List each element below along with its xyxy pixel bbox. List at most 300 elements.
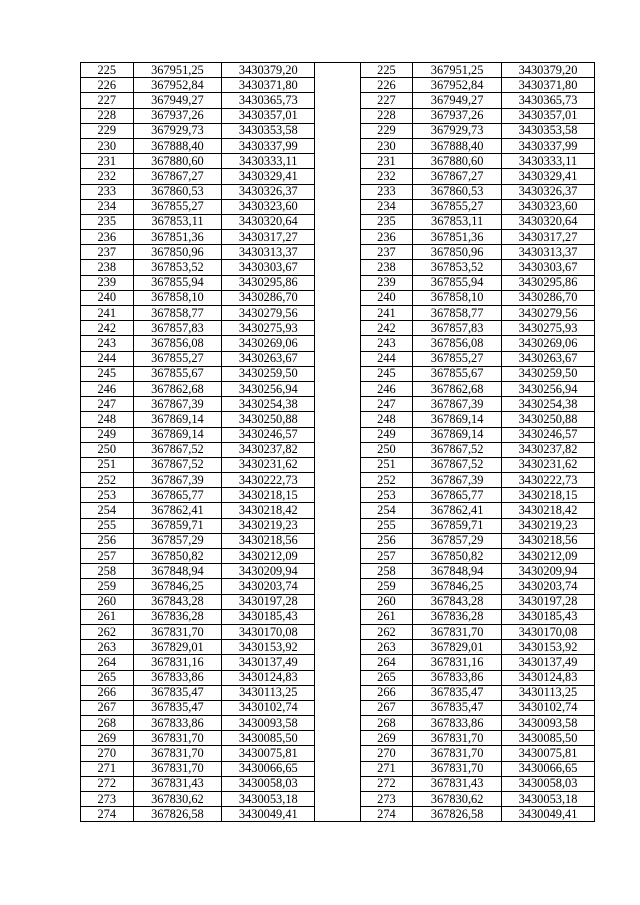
right-x-coordinate-cell: 367857,83 — [413, 321, 502, 336]
left-y-coordinate-cell: 3430219,23 — [222, 518, 315, 533]
right-point-number-cell: 242 — [360, 321, 413, 336]
table-row — [81, 427, 595, 442]
left-x-coordinate-cell: 367869,14 — [133, 427, 222, 442]
table-row — [81, 336, 595, 351]
right-y-coordinate-cell: 3430326,37 — [502, 184, 595, 199]
left-point-number-cell: 241 — [81, 306, 134, 321]
table-row — [81, 275, 595, 290]
left-x-coordinate-cell: 367846,25 — [133, 579, 222, 594]
table-row — [81, 230, 595, 245]
right-x-coordinate-cell: 367867,52 — [413, 442, 502, 457]
right-x-coordinate-cell: 367853,11 — [413, 214, 502, 229]
right-x-coordinate-cell: 367851,36 — [413, 230, 502, 245]
right-point-number-cell: 267 — [360, 700, 413, 715]
spacer-cell — [315, 624, 360, 639]
right-point-number-cell: 264 — [360, 655, 413, 670]
left-x-coordinate-cell: 367951,25 — [133, 63, 222, 78]
left-x-coordinate-cell: 367831,70 — [133, 624, 222, 639]
left-y-coordinate-cell: 3430218,42 — [222, 503, 315, 518]
right-x-coordinate-cell: 367951,25 — [413, 63, 502, 78]
left-x-coordinate-cell: 367835,47 — [133, 700, 222, 715]
right-point-number-cell: 225 — [360, 63, 413, 78]
right-x-coordinate-cell: 367855,27 — [413, 351, 502, 366]
left-point-number-cell: 229 — [81, 123, 134, 138]
spacer-cell — [315, 245, 360, 260]
right-y-coordinate-cell: 3430153,92 — [502, 640, 595, 655]
spacer-cell — [315, 290, 360, 305]
spacer-cell — [315, 640, 360, 655]
table-row — [81, 776, 595, 791]
left-y-coordinate-cell: 3430124,83 — [222, 670, 315, 685]
left-y-coordinate-cell: 3430222,73 — [222, 473, 315, 488]
right-point-number-cell: 257 — [360, 549, 413, 564]
spacer-cell — [315, 427, 360, 442]
left-x-coordinate-cell: 367880,60 — [133, 154, 222, 169]
left-y-coordinate-cell: 3430279,56 — [222, 306, 315, 321]
table-row — [81, 716, 595, 731]
table-row — [81, 123, 595, 138]
right-x-coordinate-cell: 367860,53 — [413, 184, 502, 199]
right-y-coordinate-cell: 3430093,58 — [502, 716, 595, 731]
spacer-cell — [315, 518, 360, 533]
right-y-coordinate-cell: 3430357,01 — [502, 108, 595, 123]
left-x-coordinate-cell: 367857,29 — [133, 533, 222, 548]
right-x-coordinate-cell: 367862,41 — [413, 503, 502, 518]
spacer-cell — [315, 123, 360, 138]
left-x-coordinate-cell: 367859,71 — [133, 518, 222, 533]
spacer-cell — [315, 564, 360, 579]
spacer-cell — [315, 78, 360, 93]
left-y-coordinate-cell: 3430231,62 — [222, 457, 315, 472]
left-y-coordinate-cell: 3430320,64 — [222, 214, 315, 229]
table-row — [81, 746, 595, 761]
right-x-coordinate-cell: 367858,10 — [413, 290, 502, 305]
table-row — [81, 93, 595, 108]
left-y-coordinate-cell: 3430058,03 — [222, 776, 315, 791]
spacer-cell — [315, 442, 360, 457]
right-point-number-cell: 254 — [360, 503, 413, 518]
right-y-coordinate-cell: 3430237,82 — [502, 442, 595, 457]
right-x-coordinate-cell: 367929,73 — [413, 123, 502, 138]
table-row — [81, 78, 595, 93]
left-x-coordinate-cell: 367862,68 — [133, 381, 222, 396]
right-point-number-cell: 233 — [360, 184, 413, 199]
left-y-coordinate-cell: 3430153,92 — [222, 640, 315, 655]
right-y-coordinate-cell: 3430066,65 — [502, 761, 595, 776]
spacer-cell — [315, 260, 360, 275]
table-row — [81, 624, 595, 639]
right-y-coordinate-cell: 3430320,64 — [502, 214, 595, 229]
spacer-cell — [315, 776, 360, 791]
left-y-coordinate-cell: 3430295,86 — [222, 275, 315, 290]
right-x-coordinate-cell: 367850,96 — [413, 245, 502, 260]
spacer-cell — [315, 351, 360, 366]
spacer-cell — [315, 488, 360, 503]
right-point-number-cell: 256 — [360, 533, 413, 548]
left-point-number-cell: 256 — [81, 533, 134, 548]
right-point-number-cell: 229 — [360, 123, 413, 138]
left-point-number-cell: 273 — [81, 792, 134, 807]
table-row — [81, 594, 595, 609]
table-row — [81, 306, 595, 321]
table-row — [81, 351, 595, 366]
right-y-coordinate-cell: 3430222,73 — [502, 473, 595, 488]
right-x-coordinate-cell: 367830,62 — [413, 792, 502, 807]
left-y-coordinate-cell: 3430218,56 — [222, 533, 315, 548]
left-x-coordinate-cell: 367851,36 — [133, 230, 222, 245]
left-x-coordinate-cell: 367937,26 — [133, 108, 222, 123]
right-y-coordinate-cell: 3430075,81 — [502, 746, 595, 761]
left-x-coordinate-cell: 367952,84 — [133, 78, 222, 93]
left-x-coordinate-cell: 367843,28 — [133, 594, 222, 609]
right-y-coordinate-cell: 3430197,28 — [502, 594, 595, 609]
right-point-number-cell: 246 — [360, 381, 413, 396]
right-x-coordinate-cell: 367853,52 — [413, 260, 502, 275]
coordinates-table — [80, 62, 595, 822]
spacer-cell — [315, 184, 360, 199]
left-point-number-cell: 225 — [81, 63, 134, 78]
spacer-cell — [315, 108, 360, 123]
right-point-number-cell: 245 — [360, 366, 413, 381]
right-point-number-cell: 252 — [360, 473, 413, 488]
left-y-coordinate-cell: 3430353,58 — [222, 123, 315, 138]
table-row — [81, 138, 595, 153]
left-y-coordinate-cell: 3430218,15 — [222, 488, 315, 503]
right-x-coordinate-cell: 367831,70 — [413, 624, 502, 639]
left-y-coordinate-cell: 3430317,27 — [222, 230, 315, 245]
left-x-coordinate-cell: 367856,08 — [133, 336, 222, 351]
right-y-coordinate-cell: 3430102,74 — [502, 700, 595, 715]
right-x-coordinate-cell: 367855,27 — [413, 199, 502, 214]
left-x-coordinate-cell: 367858,77 — [133, 306, 222, 321]
left-point-number-cell: 237 — [81, 245, 134, 260]
table-row — [81, 640, 595, 655]
right-y-coordinate-cell: 3430170,08 — [502, 624, 595, 639]
left-x-coordinate-cell: 367949,27 — [133, 93, 222, 108]
right-x-coordinate-cell: 367880,60 — [413, 154, 502, 169]
left-point-number-cell: 272 — [81, 776, 134, 791]
left-x-coordinate-cell: 367865,77 — [133, 488, 222, 503]
left-y-coordinate-cell: 3430263,67 — [222, 351, 315, 366]
spacer-cell — [315, 336, 360, 351]
right-y-coordinate-cell: 3430269,06 — [502, 336, 595, 351]
right-x-coordinate-cell: 367862,68 — [413, 381, 502, 396]
left-x-coordinate-cell: 367826,58 — [133, 807, 222, 822]
left-y-coordinate-cell: 3430093,58 — [222, 716, 315, 731]
right-x-coordinate-cell: 367835,47 — [413, 700, 502, 715]
right-y-coordinate-cell: 3430329,41 — [502, 169, 595, 184]
left-y-coordinate-cell: 3430256,94 — [222, 381, 315, 396]
spacer-cell — [315, 609, 360, 624]
table-row — [81, 412, 595, 427]
spacer-cell — [315, 154, 360, 169]
right-y-coordinate-cell: 3430259,50 — [502, 366, 595, 381]
right-y-coordinate-cell: 3430256,94 — [502, 381, 595, 396]
left-x-coordinate-cell: 367855,27 — [133, 351, 222, 366]
spacer-cell — [315, 457, 360, 472]
left-point-number-cell: 270 — [81, 746, 134, 761]
left-x-coordinate-cell: 367855,27 — [133, 199, 222, 214]
left-y-coordinate-cell: 3430303,67 — [222, 260, 315, 275]
left-x-coordinate-cell: 367831,16 — [133, 655, 222, 670]
spacer-cell — [315, 533, 360, 548]
left-x-coordinate-cell: 367850,96 — [133, 245, 222, 260]
right-x-coordinate-cell: 367859,71 — [413, 518, 502, 533]
left-y-coordinate-cell: 3430085,50 — [222, 731, 315, 746]
right-y-coordinate-cell: 3430295,86 — [502, 275, 595, 290]
right-point-number-cell: 272 — [360, 776, 413, 791]
right-x-coordinate-cell: 367831,70 — [413, 761, 502, 776]
left-point-number-cell: 262 — [81, 624, 134, 639]
right-y-coordinate-cell: 3430371,80 — [502, 78, 595, 93]
left-x-coordinate-cell: 367858,10 — [133, 290, 222, 305]
right-point-number-cell: 243 — [360, 336, 413, 351]
right-x-coordinate-cell: 367846,25 — [413, 579, 502, 594]
left-point-number-cell: 264 — [81, 655, 134, 670]
left-point-number-cell: 235 — [81, 214, 134, 229]
left-y-coordinate-cell: 3430185,43 — [222, 609, 315, 624]
right-x-coordinate-cell: 367869,14 — [413, 412, 502, 427]
left-x-coordinate-cell: 367850,82 — [133, 549, 222, 564]
right-x-coordinate-cell: 367888,40 — [413, 138, 502, 153]
right-point-number-cell: 270 — [360, 746, 413, 761]
left-point-number-cell: 255 — [81, 518, 134, 533]
right-point-number-cell: 231 — [360, 154, 413, 169]
table-row — [81, 442, 595, 457]
left-point-number-cell: 267 — [81, 700, 134, 715]
left-point-number-cell: 243 — [81, 336, 134, 351]
left-y-coordinate-cell: 3430259,50 — [222, 366, 315, 381]
left-point-number-cell: 230 — [81, 138, 134, 153]
left-point-number-cell: 268 — [81, 716, 134, 731]
right-y-coordinate-cell: 3430379,20 — [502, 63, 595, 78]
right-y-coordinate-cell: 3430279,56 — [502, 306, 595, 321]
table-row — [81, 761, 595, 776]
spacer-cell — [315, 655, 360, 670]
spacer-cell — [315, 807, 360, 822]
right-y-coordinate-cell: 3430212,09 — [502, 549, 595, 564]
table-row — [81, 381, 595, 396]
left-point-number-cell: 274 — [81, 807, 134, 822]
right-y-coordinate-cell: 3430250,88 — [502, 412, 595, 427]
right-y-coordinate-cell: 3430246,57 — [502, 427, 595, 442]
left-y-coordinate-cell: 3430237,82 — [222, 442, 315, 457]
spacer-cell — [315, 792, 360, 807]
spacer-cell — [315, 230, 360, 245]
spacer-cell — [315, 63, 360, 78]
left-x-coordinate-cell: 367888,40 — [133, 138, 222, 153]
right-point-number-cell: 235 — [360, 214, 413, 229]
table-row — [81, 609, 595, 624]
right-y-coordinate-cell: 3430323,60 — [502, 199, 595, 214]
left-point-number-cell: 246 — [81, 381, 134, 396]
right-y-coordinate-cell: 3430049,41 — [502, 807, 595, 822]
right-y-coordinate-cell: 3430275,93 — [502, 321, 595, 336]
left-point-number-cell: 232 — [81, 169, 134, 184]
left-point-number-cell: 240 — [81, 290, 134, 305]
right-y-coordinate-cell: 3430353,58 — [502, 123, 595, 138]
spacer-cell — [315, 700, 360, 715]
left-x-coordinate-cell: 367867,52 — [133, 457, 222, 472]
spacer-cell — [315, 549, 360, 564]
right-point-number-cell: 237 — [360, 245, 413, 260]
right-y-coordinate-cell: 3430286,70 — [502, 290, 595, 305]
right-x-coordinate-cell: 367835,47 — [413, 685, 502, 700]
left-point-number-cell: 227 — [81, 93, 134, 108]
table-row — [81, 199, 595, 214]
right-point-number-cell: 241 — [360, 306, 413, 321]
right-point-number-cell: 247 — [360, 397, 413, 412]
left-x-coordinate-cell: 367867,39 — [133, 473, 222, 488]
spacer-cell — [315, 381, 360, 396]
left-point-number-cell: 248 — [81, 412, 134, 427]
left-y-coordinate-cell: 3430357,01 — [222, 108, 315, 123]
right-y-coordinate-cell: 3430219,23 — [502, 518, 595, 533]
right-x-coordinate-cell: 367829,01 — [413, 640, 502, 655]
table-row — [81, 321, 595, 336]
left-y-coordinate-cell: 3430113,25 — [222, 685, 315, 700]
right-x-coordinate-cell: 367831,70 — [413, 746, 502, 761]
left-y-coordinate-cell: 3430137,49 — [222, 655, 315, 670]
left-x-coordinate-cell: 367831,70 — [133, 731, 222, 746]
left-y-coordinate-cell: 3430246,57 — [222, 427, 315, 442]
left-y-coordinate-cell: 3430333,11 — [222, 154, 315, 169]
left-point-number-cell: 228 — [81, 108, 134, 123]
left-y-coordinate-cell: 3430170,08 — [222, 624, 315, 639]
table-row — [81, 366, 595, 381]
left-point-number-cell: 249 — [81, 427, 134, 442]
right-y-coordinate-cell: 3430113,25 — [502, 685, 595, 700]
right-point-number-cell: 227 — [360, 93, 413, 108]
right-x-coordinate-cell: 367831,70 — [413, 731, 502, 746]
right-x-coordinate-cell: 367952,84 — [413, 78, 502, 93]
right-y-coordinate-cell: 3430254,38 — [502, 397, 595, 412]
left-x-coordinate-cell: 367833,86 — [133, 670, 222, 685]
right-x-coordinate-cell: 367833,86 — [413, 670, 502, 685]
left-point-number-cell: 260 — [81, 594, 134, 609]
spacer-cell — [315, 594, 360, 609]
left-x-coordinate-cell: 367830,62 — [133, 792, 222, 807]
table-row — [81, 473, 595, 488]
left-x-coordinate-cell: 367836,28 — [133, 609, 222, 624]
left-x-coordinate-cell: 367855,67 — [133, 366, 222, 381]
table-row — [81, 731, 595, 746]
left-x-coordinate-cell: 367867,39 — [133, 397, 222, 412]
left-x-coordinate-cell: 367853,52 — [133, 260, 222, 275]
right-y-coordinate-cell: 3430218,15 — [502, 488, 595, 503]
table-row — [81, 518, 595, 533]
right-y-coordinate-cell: 3430231,62 — [502, 457, 595, 472]
spacer-cell — [315, 138, 360, 153]
left-point-number-cell: 261 — [81, 609, 134, 624]
right-x-coordinate-cell: 367857,29 — [413, 533, 502, 548]
left-x-coordinate-cell: 367835,47 — [133, 685, 222, 700]
table-row — [81, 503, 595, 518]
right-x-coordinate-cell: 367867,27 — [413, 169, 502, 184]
right-point-number-cell: 266 — [360, 685, 413, 700]
left-y-coordinate-cell: 3430286,70 — [222, 290, 315, 305]
right-x-coordinate-cell: 367855,94 — [413, 275, 502, 290]
right-y-coordinate-cell: 3430303,67 — [502, 260, 595, 275]
left-y-coordinate-cell: 3430326,37 — [222, 184, 315, 199]
right-point-number-cell: 249 — [360, 427, 413, 442]
spacer-cell — [315, 412, 360, 427]
spacer-cell — [315, 275, 360, 290]
left-point-number-cell: 254 — [81, 503, 134, 518]
left-point-number-cell: 265 — [81, 670, 134, 685]
right-y-coordinate-cell: 3430333,11 — [502, 154, 595, 169]
right-x-coordinate-cell: 367850,82 — [413, 549, 502, 564]
table-row — [81, 184, 595, 199]
right-point-number-cell: 240 — [360, 290, 413, 305]
left-point-number-cell: 226 — [81, 78, 134, 93]
right-x-coordinate-cell: 367949,27 — [413, 93, 502, 108]
right-x-coordinate-cell: 367826,58 — [413, 807, 502, 822]
left-point-number-cell: 238 — [81, 260, 134, 275]
left-point-number-cell: 253 — [81, 488, 134, 503]
right-point-number-cell: 263 — [360, 640, 413, 655]
right-x-coordinate-cell: 367937,26 — [413, 108, 502, 123]
right-x-coordinate-cell: 367848,94 — [413, 564, 502, 579]
right-y-coordinate-cell: 3430203,74 — [502, 579, 595, 594]
spacer-cell — [315, 306, 360, 321]
left-y-coordinate-cell: 3430102,74 — [222, 700, 315, 715]
spacer-cell — [315, 685, 360, 700]
left-y-coordinate-cell: 3430053,18 — [222, 792, 315, 807]
right-point-number-cell: 253 — [360, 488, 413, 503]
left-point-number-cell: 271 — [81, 761, 134, 776]
left-x-coordinate-cell: 367831,70 — [133, 761, 222, 776]
spacer-cell — [315, 366, 360, 381]
left-x-coordinate-cell: 367862,41 — [133, 503, 222, 518]
right-point-number-cell: 258 — [360, 564, 413, 579]
left-point-number-cell: 269 — [81, 731, 134, 746]
left-y-coordinate-cell: 3430323,60 — [222, 199, 315, 214]
right-x-coordinate-cell: 367831,43 — [413, 776, 502, 791]
left-point-number-cell: 236 — [81, 230, 134, 245]
right-x-coordinate-cell: 367867,39 — [413, 397, 502, 412]
right-point-number-cell: 236 — [360, 230, 413, 245]
left-y-coordinate-cell: 3430254,38 — [222, 397, 315, 412]
right-y-coordinate-cell: 3430313,37 — [502, 245, 595, 260]
spacer-cell — [315, 93, 360, 108]
left-y-coordinate-cell: 3430379,20 — [222, 63, 315, 78]
table-row — [81, 108, 595, 123]
table-row — [81, 290, 595, 305]
right-x-coordinate-cell: 367833,86 — [413, 716, 502, 731]
spacer-cell — [315, 473, 360, 488]
left-x-coordinate-cell: 367831,43 — [133, 776, 222, 791]
right-x-coordinate-cell: 367836,28 — [413, 609, 502, 624]
right-point-number-cell: 255 — [360, 518, 413, 533]
left-x-coordinate-cell: 367853,11 — [133, 214, 222, 229]
left-y-coordinate-cell: 3430209,94 — [222, 564, 315, 579]
left-y-coordinate-cell: 3430066,65 — [222, 761, 315, 776]
spacer-cell — [315, 397, 360, 412]
right-point-number-cell: 251 — [360, 457, 413, 472]
right-point-number-cell: 244 — [360, 351, 413, 366]
right-x-coordinate-cell: 367855,67 — [413, 366, 502, 381]
right-y-coordinate-cell: 3430124,83 — [502, 670, 595, 685]
right-x-coordinate-cell: 367867,39 — [413, 473, 502, 488]
left-point-number-cell: 257 — [81, 549, 134, 564]
spacer-cell — [315, 321, 360, 336]
right-y-coordinate-cell: 3430137,49 — [502, 655, 595, 670]
left-point-number-cell: 233 — [81, 184, 134, 199]
right-point-number-cell: 268 — [360, 716, 413, 731]
left-y-coordinate-cell: 3430371,80 — [222, 78, 315, 93]
right-x-coordinate-cell: 367865,77 — [413, 488, 502, 503]
